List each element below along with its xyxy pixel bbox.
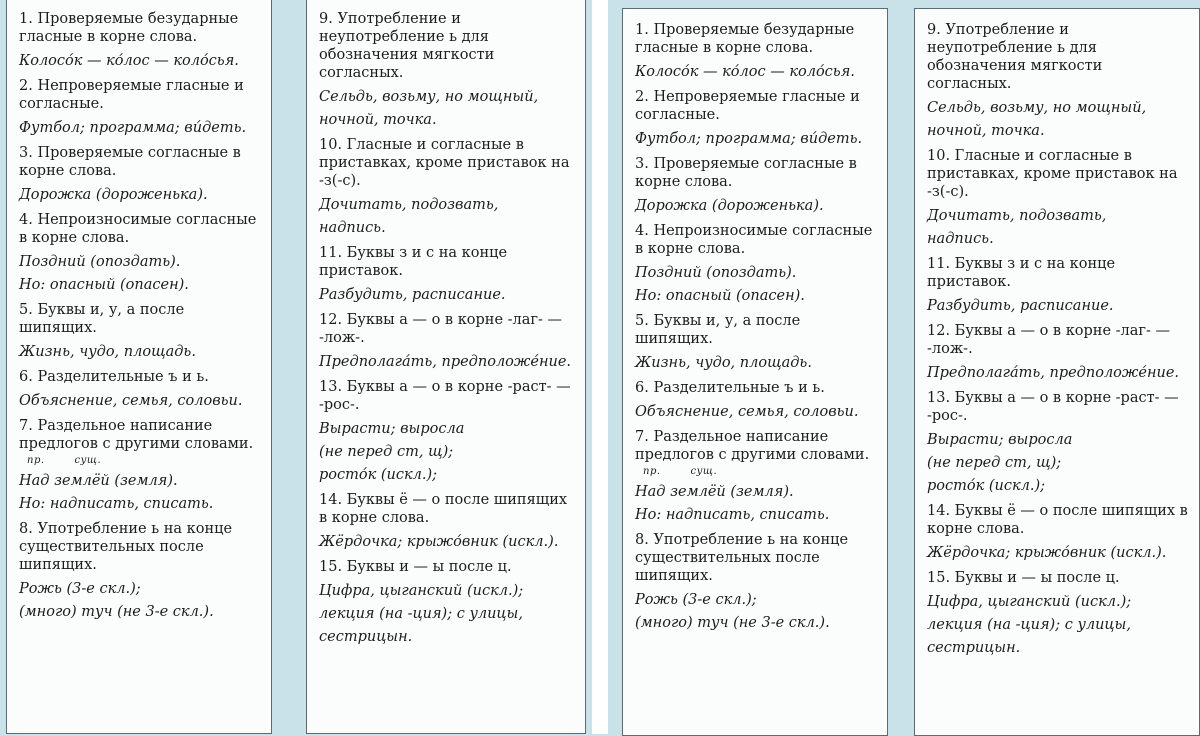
rules-column-2 [914, 8, 1200, 736]
rule-item [307, 311, 585, 372]
example-line: Над землёй (земля). [635, 484, 794, 500]
page-gutter [592, 0, 608, 734]
rules-column-2 [306, 0, 586, 734]
rule-item [7, 368, 271, 411]
example-line: Поздний (опоздать). [635, 265, 797, 281]
example-line: (не перед ст, щ); [319, 444, 454, 460]
example-line: (не перед ст, щ); [927, 455, 1062, 471]
rule-item [915, 21, 1199, 141]
rule-heading: 3. Проверяемые согласные в корне слова. [19, 145, 241, 179]
example-line: ночной, точка. [319, 112, 437, 128]
example-line: ночной, точка. [927, 123, 1045, 139]
rule-item [7, 417, 271, 514]
rule-item [623, 379, 887, 422]
part-of-speech-note [27, 455, 261, 466]
rule-item [915, 255, 1199, 316]
rule-heading: 8. Употребление ь на конце существительных после шипящих. [19, 521, 233, 573]
rule-item [915, 147, 1199, 249]
example-line: Футбол; программа; ви́деть. [19, 120, 247, 136]
example-line: Но: опасный (опасен). [19, 277, 189, 293]
rule-heading: 6. Разделительные ъ и ь. [19, 369, 209, 385]
rule-heading: 2. Непроверяемые гласные и согласные. [635, 89, 860, 123]
example-line: росто́к (искл.); [927, 478, 1046, 494]
example-line: Дочитать, подозвать, [319, 197, 499, 213]
example-line: Предполага́ть, предположе́ние. [927, 365, 1180, 381]
example-line: Цифра, цыганский (искл.); [319, 583, 524, 599]
rule-heading: 14. Буквы ё — о после шипящих в корне слова. [319, 492, 568, 526]
example-line: Сельдь, возьму, но мощный, [319, 89, 539, 105]
rule-heading: 8. Употребление ь на конце существительных после шипящих. [635, 532, 849, 584]
example-line: Рожь (3-е скл.); [19, 581, 141, 597]
rule-heading: 5. Буквы и, у, а после шипящих. [635, 313, 801, 347]
rules-column-1 [622, 8, 888, 736]
rule-item [915, 389, 1199, 496]
example-line: Вырасти; выросла [927, 432, 1073, 448]
example-line: лекция (на -ция); с улицы, [927, 617, 1131, 633]
example-line: Жёрдочка; крыжо́вник (искл.). [319, 534, 559, 550]
rule-item [307, 491, 585, 552]
example-line: Жизнь, чудо, площадь. [19, 344, 196, 360]
rule-item [7, 77, 271, 138]
rule-item [623, 428, 887, 525]
rule-item [623, 531, 887, 633]
example-line: росто́к (искл.); [319, 467, 438, 483]
example-line: Жизнь, чудо, площадь. [635, 355, 812, 371]
rule-heading: 5. Буквы и, у, а после шипящих. [19, 302, 185, 336]
rule-heading: 4. Непроизносимые согласные в корне слова. [19, 212, 257, 246]
rule-item [307, 558, 585, 647]
example-line: Рожь (3-е скл.); [635, 592, 757, 608]
rule-heading: 1. Проверяемые безударные гласные в корне слова. [19, 11, 239, 45]
example-line: (много) туч (не 3-е скл.). [19, 604, 214, 620]
example-line: Вырасти; выросла [319, 421, 465, 437]
example-line: Разбудить, расписание. [319, 287, 506, 303]
pos-label: сущ. [74, 455, 102, 466]
example-line: Над землёй (земля). [19, 473, 178, 489]
rule-item [7, 10, 271, 71]
rule-heading: 11. Буквы з и с на конце приставок. [319, 245, 508, 279]
page-right [608, 0, 1200, 734]
example-line: надпись. [927, 231, 994, 247]
example-line: Сельдь, возьму, но мощный, [927, 100, 1147, 116]
rule-item [7, 520, 271, 622]
rule-item [307, 378, 585, 485]
example-line: Поздний (опоздать). [19, 254, 181, 270]
rule-heading: 13. Буквы а — о в корне -раст- — -рос-. [319, 379, 571, 413]
example-line: Но: надписать, списать. [635, 507, 830, 523]
example-line: Дорожка (дороженька). [635, 198, 824, 214]
pos-label: пр. [643, 466, 661, 477]
rule-heading: 1. Проверяемые безударные гласные в корне слова. [635, 22, 855, 56]
rule-item [915, 322, 1199, 383]
example-line: Дорожка (дороженька). [19, 187, 208, 203]
rule-heading: 7. Раздельное написание предлогов с другими словами. [635, 429, 870, 463]
rule-heading: 13. Буквы а — о в корне -раст- — -рос-. [927, 390, 1179, 424]
example-line: Колосо́к — ко́лос — коло́сья. [635, 64, 855, 80]
part-of-speech-note [643, 466, 877, 477]
example-line: сестрицын. [319, 629, 413, 645]
rule-item [623, 222, 887, 306]
rule-heading: 9. Употребление и неупотребление ь для обозначения мягкости согласных. [319, 11, 495, 81]
page-left [0, 0, 592, 734]
rule-item [915, 502, 1199, 563]
rule-item [7, 211, 271, 295]
example-line: Предполага́ть, предположе́ние. [319, 354, 572, 370]
rule-heading: 12. Буквы а — о в корне -лаг- — -лож-. [927, 323, 1170, 357]
rule-heading: 3. Проверяемые согласные в корне слова. [635, 156, 857, 190]
example-line: лекция (на -ция); с улицы, [319, 606, 523, 622]
rule-item [623, 312, 887, 373]
example-line: Объяснение, семья, соловьи. [19, 393, 243, 409]
rule-heading: 12. Буквы а — о в корне -лаг- — -лож-. [319, 312, 562, 346]
rule-heading: 14. Буквы ё — о после шипящих в корне слова. [927, 503, 1188, 537]
rule-item [623, 88, 887, 149]
example-line: Разбудить, расписание. [927, 298, 1114, 314]
rule-heading: 11. Буквы з и с на конце приставок. [927, 256, 1116, 290]
rule-item [623, 155, 887, 216]
rules-column-1 [6, 0, 272, 734]
example-line: Цифра, цыганский (искл.); [927, 594, 1132, 610]
example-line: (много) туч (не 3-е скл.). [635, 615, 830, 631]
example-line: сестрицын. [927, 640, 1021, 656]
example-line: Дочитать, подозвать, [927, 208, 1107, 224]
rule-item [307, 10, 585, 130]
rule-heading: 15. Буквы и — ы после ц. [927, 570, 1120, 586]
rule-heading: 15. Буквы и — ы после ц. [319, 559, 512, 575]
rule-heading: 4. Непроизносимые согласные в корне слова. [635, 223, 873, 257]
rule-item [7, 144, 271, 205]
rule-item [7, 301, 271, 362]
pos-label: сущ. [690, 466, 718, 477]
example-line: Но: опасный (опасен). [635, 288, 805, 304]
rule-heading: 6. Разделительные ъ и ь. [635, 380, 825, 396]
example-line: Футбол; программа; ви́деть. [635, 131, 863, 147]
rule-item [307, 244, 585, 305]
example-line: Объяснение, семья, соловьи. [635, 404, 859, 420]
example-line: Но: надписать, списать. [19, 496, 214, 512]
rule-heading: 10. Гласные и согласные в приставках, кроме приставок на -з(-с). [319, 137, 570, 189]
rule-heading: 9. Употребление и неупотребление ь для обозначения мягкости согласных. [927, 22, 1103, 92]
example-line: надпись. [319, 220, 386, 236]
example-line: Колосо́к — ко́лос — коло́сья. [19, 53, 239, 69]
rule-heading: 7. Раздельное написание предлогов с другими словами. [19, 418, 254, 452]
rule-heading: 10. Гласные и согласные в приставках, кроме приставок на -з(-с). [927, 148, 1178, 200]
rule-heading: 2. Непроверяемые гласные и согласные. [19, 78, 244, 112]
example-line: Жёрдочка; крыжо́вник (искл.). [927, 545, 1167, 561]
rule-item [307, 136, 585, 238]
rule-item [915, 569, 1199, 658]
rule-item [623, 21, 887, 82]
pos-label: пр. [27, 455, 45, 466]
